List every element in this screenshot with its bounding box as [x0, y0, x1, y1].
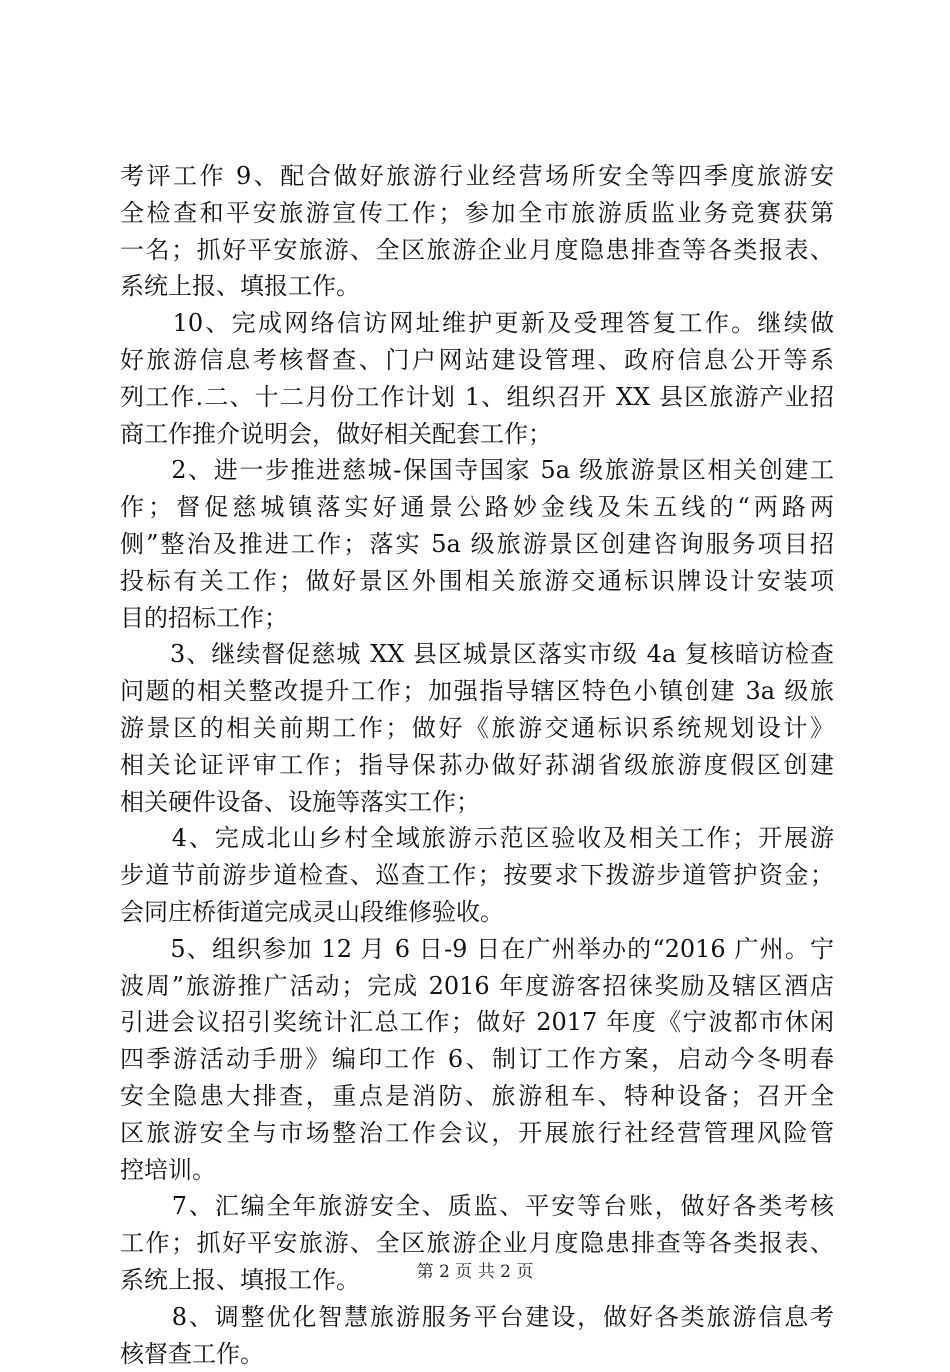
- text-line: 游景区的相关前期工作；做好《旅游交通标识系统规划设计》: [120, 710, 834, 747]
- document-body: [120, 158, 834, 1372]
- text-line: 全检查和平安旅游宣传工作；参加全市旅游质监业务竞赛获第: [120, 195, 834, 232]
- text-line: 考评工作 9、配合做好旅游行业经营场所安全等四季度旅游安: [120, 158, 834, 195]
- text-line: 会同庄桥街道完成灵山段维修验收。: [120, 894, 834, 931]
- text-line: 四季游活动手册》编印工作 6、制订工作方案，启动今冬明春: [120, 1041, 834, 1078]
- text-line: 作；督促慈城镇落实好通景公路妙金线及朱五线的“两路两: [120, 489, 834, 526]
- paragraph-1: [120, 158, 834, 305]
- text-line: 系统上报、填报工作。: [120, 1262, 834, 1299]
- text-line: 列工作.二、十二月份工作计划 1、组织召开 XX 县区旅游产业招: [120, 379, 834, 416]
- text-line: 核督查工作。: [120, 1336, 834, 1372]
- text-line: 引进会议招引奖统计汇总工作；做好 2017 年度《宁波都市休闲: [120, 1004, 834, 1041]
- paragraph-6: [120, 931, 834, 1189]
- text-line: 7、汇编全年旅游安全、质监、平安等台账，做好各类考核: [120, 1188, 834, 1225]
- text-line: 8、调整优化智慧旅游服务平台建设，做好各类旅游信息考: [120, 1299, 834, 1336]
- text-line: 工作；抓好平安旅游、全区旅游企业月度隐患排查等各类报表、: [120, 1225, 834, 1262]
- text-line: 商工作推介说明会，做好相关配套工作；: [120, 416, 834, 453]
- text-line: 目的招标工作；: [120, 600, 834, 637]
- text-line: 系统上报、填报工作。: [120, 268, 834, 305]
- text-line: 一名；抓好平安旅游、全区旅游企业月度隐患排查等各类报表、: [120, 232, 834, 269]
- text-line: 问题的相关整改提升工作；加强指导辖区特色小镇创建 3a 级旅: [120, 673, 834, 710]
- text-line: 相关硬件设备、设施等落实工作；: [120, 784, 834, 821]
- text-line: 3、继续督促慈城 XX 县区城景区落实市级 4a 复核暗访检查: [120, 636, 834, 673]
- text-line: 5、组织参加 12 月 6 日-9 日在广州举办的“2016 广州。宁: [120, 931, 834, 968]
- text-line: 安全隐患大排查，重点是消防、旅游租车、特种设备；召开全: [120, 1078, 834, 1115]
- paragraph-8: [120, 1299, 834, 1372]
- text-line: 相关论证评审工作；指导保荪办做好荪湖省级旅游度假区创建: [120, 747, 834, 784]
- page-number-footer: 第 2 页 共 2 页: [0, 1262, 950, 1282]
- paragraph-5: [120, 820, 834, 930]
- text-line: 投标有关工作；做好景区外围相关旅游交通标识牌设计安装项: [120, 563, 834, 600]
- text-line: 2、进一步推进慈城-保国寺国家 5a 级旅游景区相关创建工: [120, 452, 834, 489]
- paragraph-2: [120, 305, 834, 452]
- text-line: 控培训。: [120, 1152, 834, 1189]
- paragraph-4: [120, 636, 834, 820]
- text-line: 4、完成北山乡村全域旅游示范区验收及相关工作；开展游: [120, 820, 834, 857]
- text-line: 好旅游信息考核督查、门户网站建设管理、政府信息公开等系: [120, 342, 834, 379]
- text-line: 侧”整治及推进工作；落实 5a 级旅游景区创建咨询服务项目招: [120, 526, 834, 563]
- text-line: 波周”旅游推广活动；完成 2016 年度游客招徕奖励及辖区酒店: [120, 968, 834, 1005]
- text-line: 区旅游安全与市场整治工作会议，开展旅行社经营管理风险管: [120, 1115, 834, 1152]
- paragraph-3: [120, 452, 834, 636]
- paragraph-7: [120, 1188, 834, 1298]
- text-line: 步道节前游步道检查、巡查工作；按要求下拨游步道管护资金；: [120, 857, 834, 894]
- text-line: 10、完成网络信访网址维护更新及受理答复工作。继续做: [120, 305, 834, 342]
